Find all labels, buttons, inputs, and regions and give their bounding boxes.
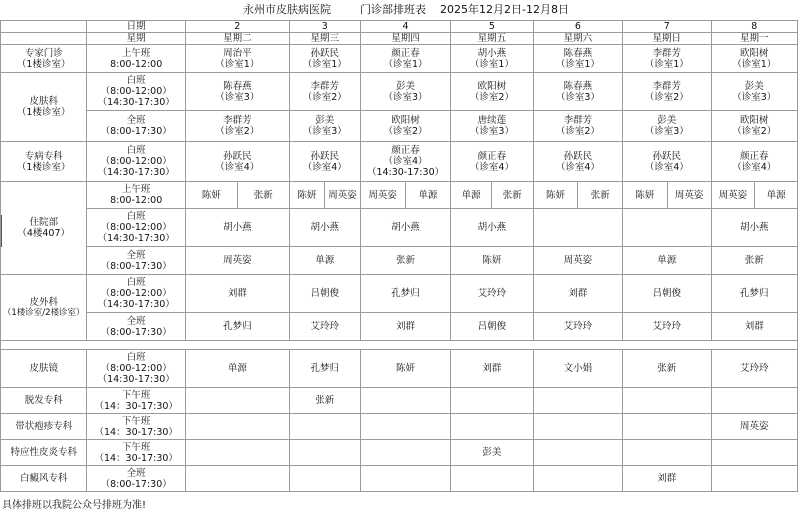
- schedule-cell[interactable]: 欧阳树 （诊室1）: [711, 45, 798, 73]
- weekday-label[interactable]: 星期: [87, 33, 186, 45]
- shift-cell[interactable]: 白班 （8:00-12:00） （14:30-17:30）: [87, 275, 186, 313]
- schedule-cell[interactable]: [185, 388, 289, 414]
- hospital-name: 永州市皮肤病医院: [243, 3, 331, 16]
- schedule-cell[interactable]: 胡小燕: [289, 209, 360, 247]
- schedule-cell[interactable]: 陈春燕 （诊室3）: [185, 73, 289, 111]
- shift-cell[interactable]: 白班 （8:00-12:00） （14:30-17:30）: [87, 142, 186, 182]
- schedule-cell[interactable]: 陈妍: [185, 182, 237, 209]
- schedule-cell[interactable]: [533, 414, 622, 440]
- vitiligo-clinic-row: [1, 466, 798, 492]
- schedule-cell[interactable]: [289, 466, 360, 492]
- inpatient-am-row: [1, 182, 798, 209]
- schedule-cell[interactable]: [360, 414, 450, 440]
- schedule-cell[interactable]: 张新: [578, 182, 623, 209]
- date-row: [1, 21, 798, 33]
- shift-cell[interactable]: 下午班 （14：30-17:30）: [87, 414, 186, 440]
- weekday-cell[interactable]: 星期六: [533, 33, 622, 45]
- shift-cell[interactable]: 白班 （8:00-12:00） （14:30-17:30）: [87, 209, 186, 247]
- shift-cell[interactable]: 白班 （8:00-12:00） （14:30-17:30）: [87, 73, 186, 111]
- special-clinic-row: [1, 142, 798, 182]
- shift-cell[interactable]: 全班 （8:00-17:30）: [87, 111, 186, 142]
- schedule-cell[interactable]: 颜正春 （诊室4）: [451, 142, 533, 182]
- schedule-cell[interactable]: [289, 414, 360, 440]
- schedule-cell[interactable]: 周英姿: [360, 182, 405, 209]
- footer-note: 具体排班以我院公众号排班为准!: [2, 500, 147, 511]
- schedule-cell[interactable]: 颜正春 （诊室4）: [711, 142, 798, 182]
- schedule-cell[interactable]: 胡小燕: [711, 209, 798, 247]
- date-cell[interactable]: 3: [289, 21, 360, 33]
- date-cell[interactable]: 2: [185, 21, 289, 33]
- schedule-cell[interactable]: [451, 466, 533, 492]
- schedule-cell[interactable]: 周英姿: [711, 182, 755, 209]
- schedule-title: 门诊部排班表: [360, 3, 426, 16]
- schedule-cell[interactable]: 单源: [451, 182, 492, 209]
- schedule-cell[interactable]: 陈妍: [289, 182, 325, 209]
- shift-cell[interactable]: 全班 （8:00-17:30）: [87, 466, 186, 492]
- weekday-cell[interactable]: 星期五: [451, 33, 533, 45]
- dept-cell-surgery[interactable]: 皮外科 （1楼诊室/2楼诊室）: [1, 275, 87, 341]
- schedule-cell[interactable]: 吕朝俊: [289, 275, 360, 313]
- schedule-cell[interactable]: 孔梦归: [289, 350, 360, 388]
- dept-cell-derm[interactable]: 皮肤科 （1楼诊室）: [1, 73, 87, 142]
- shift-cell[interactable]: 下午班 （14：30-17:30）: [87, 440, 186, 466]
- schedule-cell[interactable]: 艾玲玲: [533, 313, 622, 341]
- schedule-cell[interactable]: 彭美 （诊室3）: [711, 73, 798, 111]
- schedule-cell[interactable]: 刘群: [711, 313, 798, 341]
- schedule-cell[interactable]: 陈妍: [451, 247, 533, 275]
- schedule-cell[interactable]: [623, 209, 711, 247]
- schedule-cell[interactable]: [289, 440, 360, 466]
- schedule-cell[interactable]: 彭美 （诊室3）: [623, 111, 711, 142]
- dept-cell-zoster[interactable]: 带状疱疹专科: [1, 414, 87, 440]
- dermoscopy-row: [1, 350, 798, 388]
- schedule-cell[interactable]: 艾玲玲: [711, 350, 798, 388]
- schedule-cell[interactable]: 陈妍: [623, 182, 668, 209]
- schedule-cell[interactable]: [711, 466, 798, 492]
- dept-cell-inpatient[interactable]: 住院部 （4楼407）: [1, 182, 87, 275]
- schedule-cell[interactable]: 张新: [491, 182, 533, 209]
- dept-cell-hair[interactable]: 脱发专科: [1, 388, 87, 414]
- schedule-cell[interactable]: 艾玲玲: [289, 313, 360, 341]
- inpatient-day-row: [1, 209, 798, 247]
- schedule-cell[interactable]: 周英姿: [711, 414, 798, 440]
- schedule-cell[interactable]: 胡小燕 （诊室1）: [451, 45, 533, 73]
- schedule-cell[interactable]: 周英姿: [185, 247, 289, 275]
- weekday-cell[interactable]: 星期四: [360, 33, 450, 45]
- schedule-cell[interactable]: 周英姿: [533, 247, 622, 275]
- schedule-cell[interactable]: [711, 440, 798, 466]
- schedule-cell[interactable]: [451, 388, 533, 414]
- schedule-cell[interactable]: 彭美 （诊室3）: [360, 73, 450, 111]
- schedule-cell[interactable]: 周治平 （诊室1）: [185, 45, 289, 73]
- schedule-cell[interactable]: 胡小燕: [185, 209, 289, 247]
- schedule-cell[interactable]: 吕朝俊: [451, 313, 533, 341]
- dept-cell-expert[interactable]: 专家门诊 （1楼诊室）: [1, 45, 87, 73]
- schedule-cell[interactable]: 彭美 （诊室3）: [289, 111, 360, 142]
- derm-full-row: [1, 111, 798, 142]
- schedule-cell[interactable]: 孙跃民 （诊室4）: [623, 142, 711, 182]
- schedule-cell[interactable]: 张新: [711, 247, 798, 275]
- schedule-cell[interactable]: 文小娟: [533, 350, 622, 388]
- schedule-cell[interactable]: 李群芳 （诊室1）: [623, 45, 711, 73]
- dept-cell-special[interactable]: 专病专科 （1楼诊室）: [1, 142, 87, 182]
- dept-cell-atopic[interactable]: 特应性皮炎专科: [1, 440, 87, 466]
- schedule-cell[interactable]: 单源: [289, 247, 360, 275]
- schedule-cell[interactable]: 刘群: [451, 350, 533, 388]
- schedule-cell[interactable]: 李群芳 （诊室2）: [533, 111, 622, 142]
- date-cell[interactable]: 5: [451, 21, 533, 33]
- date-range: 2025年12月2日-12月8日: [440, 3, 569, 16]
- schedule-cell[interactable]: 张新: [623, 350, 711, 388]
- shift-cell[interactable]: 全班 （8:00-17:30）: [87, 313, 186, 341]
- separator-row: [1, 341, 798, 350]
- derm-day-row: [1, 73, 798, 111]
- expert-clinic-row: [1, 45, 798, 73]
- schedule-cell[interactable]: [623, 440, 711, 466]
- page-title: [0, 0, 800, 20]
- surgery-full-row: [1, 313, 798, 341]
- shift-cell[interactable]: 全班 （8:00-17:30）: [87, 247, 186, 275]
- schedule-cell[interactable]: [711, 388, 798, 414]
- date-cell[interactable]: 8: [711, 21, 798, 33]
- schedule-cell[interactable]: 周英姿: [667, 182, 711, 209]
- weekday-row: [1, 33, 798, 45]
- zoster-clinic-row: [1, 414, 798, 440]
- schedule-cell[interactable]: [360, 388, 450, 414]
- schedule-cell[interactable]: 欧阳树 （诊室2）: [711, 111, 798, 142]
- schedule-cell[interactable]: 刘群: [360, 313, 450, 341]
- date-label[interactable]: 日期: [87, 21, 186, 33]
- schedule-cell[interactable]: [533, 209, 622, 247]
- shift-cell[interactable]: 上午班 8:00-12:00: [87, 182, 186, 209]
- schedule-cell[interactable]: 单源: [755, 182, 798, 209]
- weekday-cell[interactable]: 星期二: [185, 33, 289, 45]
- schedule-cell[interactable]: [185, 440, 289, 466]
- schedule-cell[interactable]: 单源: [405, 182, 451, 209]
- shift-cell[interactable]: 白班 （8:00-12:00） （14:30-17:30）: [87, 350, 186, 388]
- schedule-cell[interactable]: 单源: [185, 350, 289, 388]
- schedule-cell[interactable]: 孔梦归: [711, 275, 798, 313]
- atopic-clinic-row: [1, 440, 798, 466]
- schedule-cell[interactable]: 颜正春 （诊室4） （14:30-17:30）: [360, 142, 450, 182]
- schedule-cell[interactable]: 孔梦归: [360, 275, 450, 313]
- schedule-cell[interactable]: 欧阳树 （诊室2）: [360, 111, 450, 142]
- schedule-cell[interactable]: 李群芳 （诊室2）: [623, 73, 711, 111]
- schedule-cell[interactable]: 张新: [237, 182, 289, 209]
- schedule-cell[interactable]: 吕朝俊: [623, 275, 711, 313]
- weekday-cell[interactable]: 星期日: [623, 33, 711, 45]
- weekday-cell[interactable]: 星期三: [289, 33, 360, 45]
- schedule-cell[interactable]: 陈春燕 （诊室1）: [533, 45, 622, 73]
- schedule-cell[interactable]: [451, 414, 533, 440]
- schedule-cell[interactable]: 孙跃民 （诊室4）: [289, 142, 360, 182]
- inpatient-full-row: [1, 247, 798, 275]
- schedule-cell[interactable]: 陈春燕 （诊室3）: [533, 73, 622, 111]
- schedule-cell[interactable]: 彭美: [451, 440, 533, 466]
- schedule-cell[interactable]: 孙跃民 （诊室4）: [185, 142, 289, 182]
- schedule-cell[interactable]: 陈妍: [533, 182, 578, 209]
- schedule-cell[interactable]: 张新: [360, 247, 450, 275]
- schedule-cell[interactable]: 孙跃民 （诊室4）: [533, 142, 622, 182]
- schedule-cell[interactable]: 刘群: [623, 466, 711, 492]
- schedule-cell[interactable]: [623, 388, 711, 414]
- schedule-cell[interactable]: 孙跃民 （诊室1）: [289, 45, 360, 73]
- date-cell[interactable]: 7: [623, 21, 711, 33]
- schedule-cell[interactable]: 刘群: [533, 275, 622, 313]
- schedule-cell[interactable]: 孔梦归: [185, 313, 289, 341]
- schedule-cell[interactable]: [185, 466, 289, 492]
- shift-cell[interactable]: 下午班 （14：30-17:30）: [87, 388, 186, 414]
- schedule-cell[interactable]: [623, 414, 711, 440]
- schedule-cell[interactable]: [533, 388, 622, 414]
- surgery-day-row: [1, 275, 798, 313]
- schedule-table: [0, 20, 798, 492]
- schedule-cell[interactable]: 颜正春 （诊室1）: [360, 45, 450, 73]
- schedule-cell[interactable]: 陈妍: [360, 350, 450, 388]
- schedule-cell[interactable]: 胡小燕: [451, 209, 533, 247]
- schedule-cell[interactable]: [185, 414, 289, 440]
- schedule-cell[interactable]: 欧阳树 （诊室2）: [451, 73, 533, 111]
- dept-cell-dermoscopy[interactable]: 皮肤镜: [1, 350, 87, 388]
- schedule-cell[interactable]: 单源: [623, 247, 711, 275]
- schedule-cell[interactable]: 艾玲玲: [623, 313, 711, 341]
- schedule-cell[interactable]: [533, 440, 622, 466]
- schedule-cell[interactable]: [360, 466, 450, 492]
- schedule-cell[interactable]: [360, 440, 450, 466]
- schedule-cell[interactable]: [533, 466, 622, 492]
- date-cell[interactable]: 4: [360, 21, 450, 33]
- schedule-cell[interactable]: 唐续莲 （诊室3）: [451, 111, 533, 142]
- schedule-cell[interactable]: 刘群: [185, 275, 289, 313]
- schedule-cell[interactable]: 艾玲玲: [451, 275, 533, 313]
- schedule-cell[interactable]: 李群芳 （诊室2）: [185, 111, 289, 142]
- shift-cell[interactable]: 上午班 8:00-12:00: [87, 45, 186, 73]
- weekday-cell[interactable]: 星期一: [711, 33, 798, 45]
- schedule-cell[interactable]: 胡小燕: [360, 209, 450, 247]
- hair-clinic-row: [1, 388, 798, 414]
- schedule-cell[interactable]: 李群芳 （诊室2）: [289, 73, 360, 111]
- schedule-cell[interactable]: 张新: [289, 388, 360, 414]
- dept-cell-vitiligo[interactable]: 白癜风专科: [1, 466, 87, 492]
- date-cell[interactable]: 6: [533, 21, 622, 33]
- schedule-cell[interactable]: 周英姿: [325, 182, 361, 209]
